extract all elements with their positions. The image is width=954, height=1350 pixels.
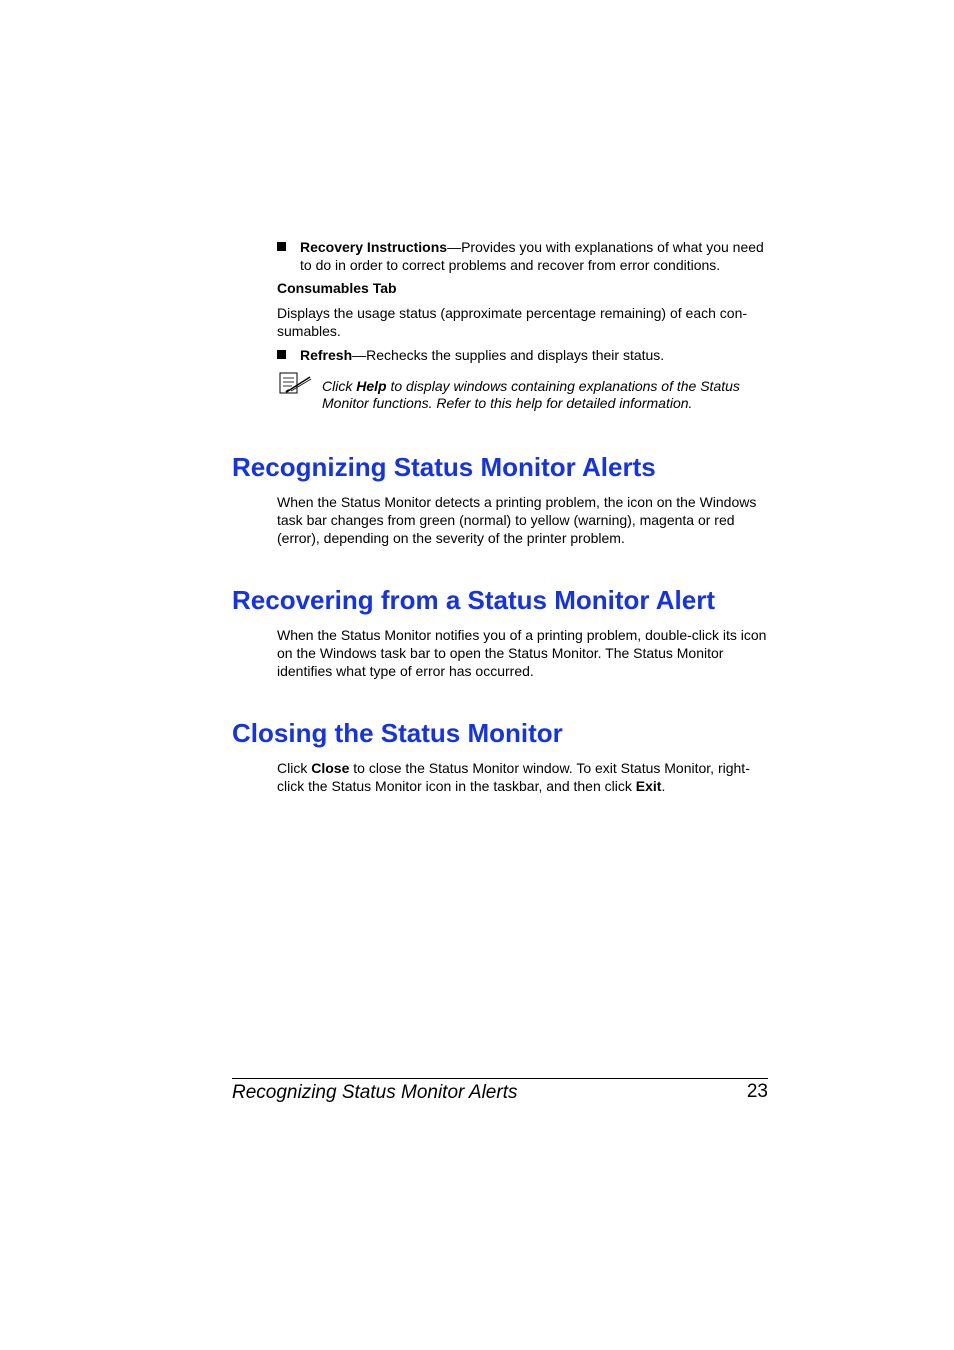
bullet-term: Refresh	[300, 347, 353, 363]
section-body-recovering-alert: When the Status Monitor notifies you of a printing problem, double-click its icon on the Windows task bar to open the Status Monitor. The Status Monitor identifies what type of error has occurred.	[277, 627, 767, 679]
bullet-description: —Provides you with explanations of what you need to do in order to correct problems and recover from error conditions.	[300, 239, 764, 273]
note-text	[322, 378, 772, 412]
section-body-closing-monitor	[277, 759, 772, 795]
square-bullet-icon	[277, 242, 286, 251]
note-post: to display windows containing explanations of the Status Monitor functions. Refer to this help for detailed information.	[322, 378, 740, 411]
bullet-text	[300, 238, 772, 274]
note-term: Help	[356, 378, 387, 394]
note-pencil-icon	[277, 372, 313, 394]
section-body-recognizing-alerts: When the Status Monitor detects a printing problem, the icon on the Windows task bar changes from green (normal) to yellow (warning), magenta or red (error), depending on the severity of the printer problem.	[277, 494, 757, 546]
footer-title: Recognizing Status Monitor Alerts	[232, 1082, 518, 1103]
text-run: .	[661, 778, 666, 794]
text-run: Click	[277, 760, 312, 776]
bullet-refresh	[277, 346, 772, 364]
consumables-tab-heading: Consumables Tab	[277, 280, 397, 296]
consumables-description: Displays the usage status (approximate percentage remaining) of each con-sumables.	[277, 305, 748, 339]
bullet-text	[300, 346, 772, 364]
bullet-term: Recovery Instructions	[300, 239, 448, 255]
section-heading-recognizing-alerts: Recognizing Status Monitor Alerts	[232, 452, 656, 482]
bullet-description: —Rechecks the supplies and displays their status.	[352, 347, 665, 363]
close-term: Close	[311, 760, 350, 776]
square-bullet-icon	[277, 350, 286, 359]
text-run: to close the Status Monitor window. To exit Status Monitor, right-click the Status Monitor icon in the taskbar, and then click	[277, 760, 750, 794]
section-heading-closing-monitor: Closing the Status Monitor	[232, 718, 563, 748]
bullet-recovery-instructions	[277, 238, 772, 274]
footer-divider	[232, 1078, 768, 1079]
section-heading-recovering-alert: Recovering from a Status Monitor Alert	[232, 585, 715, 615]
note-pre: Click	[322, 378, 357, 394]
page-number: 23	[746, 1081, 768, 1102]
exit-term: Exit	[635, 778, 662, 794]
